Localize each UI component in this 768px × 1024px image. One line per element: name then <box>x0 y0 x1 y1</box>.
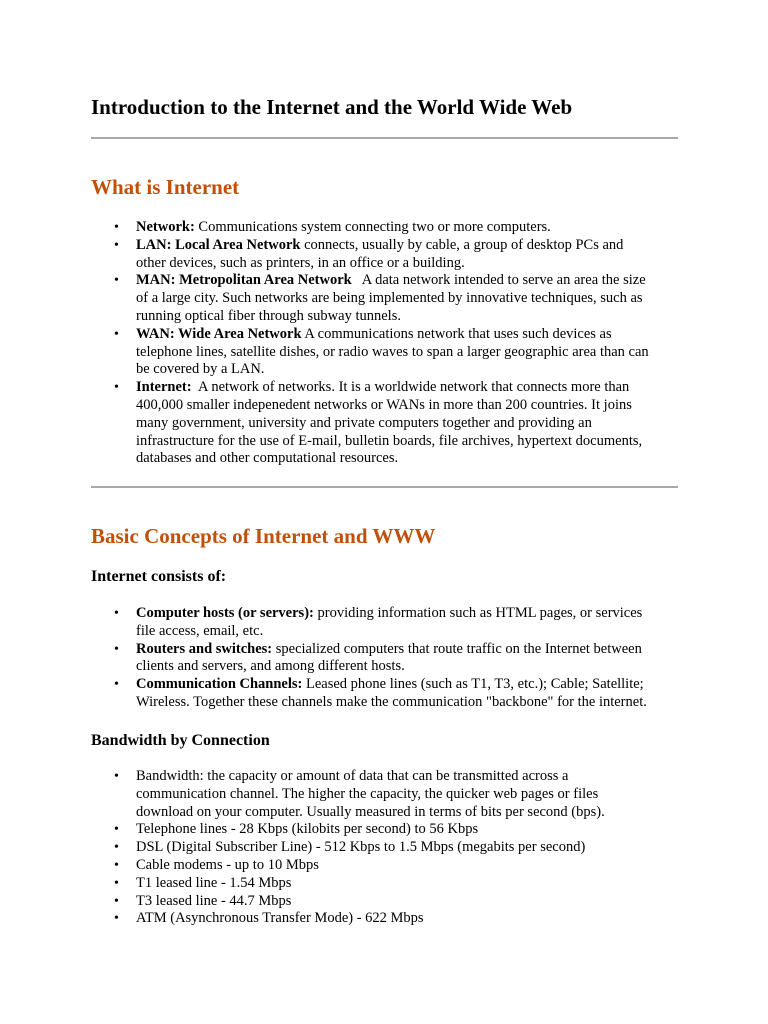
list-item-text: A communications network that uses such devices as <box>304 325 612 342</box>
list-item-text: T3 leased line - 44.7 Mbps <box>136 892 292 909</box>
list-item-text: A data network intended to serve an area the size <box>361 272 646 289</box>
horizontal-rule <box>91 137 678 139</box>
list-item-text: 400,000 smaller indepenedent networks or WANs in more than 200 countries. It joins <box>136 396 632 413</box>
list-item <box>91 893 671 911</box>
subheading-bandwidth-by-connection: Bandwidth by Connection <box>91 732 270 749</box>
section-heading-what-is-internet: What is Internet <box>91 175 240 199</box>
list-item <box>91 641 671 677</box>
list-item <box>91 839 671 857</box>
list-item-text: telephone lines, satellite dishes, or radio waves to span a larger geographic area than can <box>136 343 649 360</box>
horizontal-rule <box>91 486 678 488</box>
internet-definitions-list <box>91 219 671 468</box>
list-item <box>91 768 671 821</box>
list-item-term: WAN: Wide Area Network <box>136 325 302 342</box>
list-item-term: Communication Channels: <box>136 676 303 693</box>
list-item <box>91 237 671 273</box>
list-item <box>91 676 671 712</box>
list-item-text: Telephone lines - 28 Kbps (kilobits per second) to 56 Kbps <box>136 821 479 838</box>
bandwidth-list <box>91 768 671 928</box>
list-item-text: databases and other computational resources. <box>136 450 399 467</box>
list-item-text: DSL (Digital Subscriber Line) - 512 Kbps to 1.5 Mbps (megabits per second) <box>136 839 586 856</box>
list-item-term: Internet: <box>136 379 192 396</box>
list-item-text: download on your computer. Usually measured in terms of bits per second (bps). <box>136 803 605 820</box>
list-item-text: T1 leased line - 1.54 Mbps <box>136 874 292 891</box>
list-item-text: communication channel. The higher the capacity, the quicker web pages or files <box>136 785 599 802</box>
internet-components-list <box>91 605 671 712</box>
section-heading-basic-concepts: Basic Concepts of Internet and WWW <box>91 524 436 548</box>
list-item-text: running optical fiber through subway tunnels. <box>136 307 401 324</box>
list-item-text: Leased phone lines (such as T1, T3, etc.); Cable; Satellite; <box>306 676 644 693</box>
list-item <box>91 605 671 641</box>
list-item-text: Bandwidth: the capacity or amount of data that can be transmitted across a <box>136 768 569 784</box>
list-item <box>91 379 671 468</box>
list-item-term: Network: <box>136 219 195 235</box>
page-title: Introduction to the Internet and the World Wide Web <box>91 95 573 119</box>
list-item-term: Computer hosts (or servers): <box>136 605 314 621</box>
list-item-term: MAN: Metropolitan Area Network <box>136 272 352 289</box>
subheading-internet-consists-of: Internet consists of: <box>91 568 227 585</box>
list-item-text: A network of networks. It is a worldwide network that connects more than <box>198 379 630 396</box>
list-item-text: other devices, such as printers, in an office or a building. <box>136 254 465 271</box>
list-item <box>91 875 671 893</box>
list-item <box>91 326 671 379</box>
list-item-term: Routers and switches: <box>136 640 273 657</box>
list-item-text: providing information such as HTML pages, or services <box>317 605 643 621</box>
list-item-text: Cable modems - up to 10 Mbps <box>136 856 319 873</box>
list-item-text: Wireless. Together these channels make the communication "backbone" for the internet. <box>136 693 647 710</box>
list-item <box>91 910 671 928</box>
list-item <box>91 821 671 839</box>
list-item-text: ATM (Asynchronous Transfer Mode) - 622 Mbps <box>136 910 424 927</box>
list-item-text: specialized computers that route traffic on the Internet between <box>275 640 642 657</box>
list-item-text: infrastructure for the use of E-mail, bulletin boards, file archives, hypertext documents, <box>136 432 643 449</box>
list-item-text: be covered by a LAN. <box>136 361 265 378</box>
list-item-text: clients and servers, and among different hosts. <box>136 658 405 675</box>
list-item-text: of a large city. Such networks are being implemented by innovative techniques, such as <box>136 290 643 307</box>
list-item <box>91 219 671 237</box>
list-item-text: connects, usually by cable, a group of desktop PCs and <box>304 236 624 253</box>
list-item-text: file access, email, etc. <box>136 622 264 639</box>
list-item-term: LAN: Local Area Network <box>136 236 301 253</box>
list-item <box>91 857 671 875</box>
list-item-text: many government, university and private computers together and providing an <box>136 414 592 431</box>
list-item <box>91 272 671 325</box>
list-item-text: Communications system connecting two or more computers. <box>198 219 551 235</box>
